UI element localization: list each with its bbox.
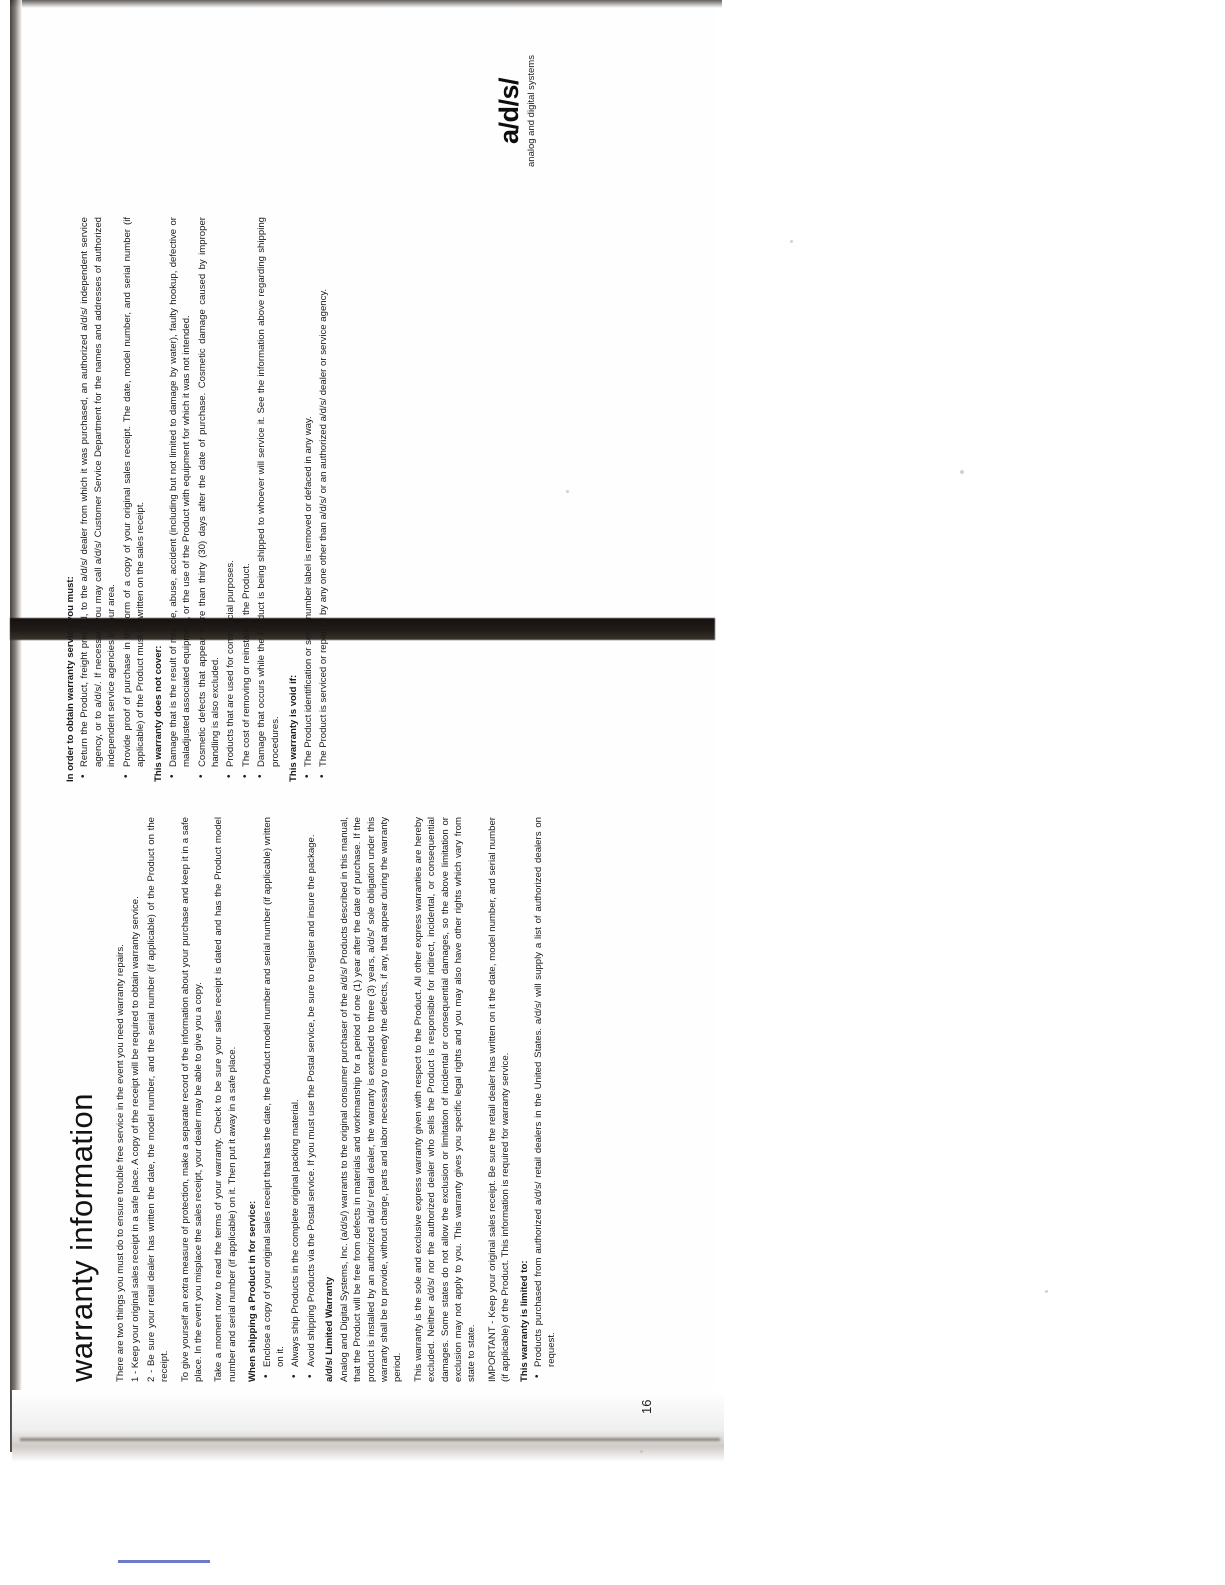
page-title: warranty information	[64, 1093, 99, 1382]
scan-speck	[960, 470, 964, 474]
logo-wordmark: a/d/s/	[494, 77, 524, 145]
scan-bottom-curl	[12, 1390, 724, 1462]
logo-tagline: analog and digital systems	[526, 55, 537, 167]
obtain-service-list	[78, 217, 147, 782]
shipping-list	[261, 817, 319, 1382]
list-item: • Damage that occurs while the Product is being shipped to whoever will service it. See the information above regarding shipping procedures.	[255, 217, 282, 767]
scan-speck	[640, 1450, 643, 1453]
list-item: • The cost of removing or reinstalling the Product.	[240, 217, 253, 767]
not-cover-heading: This warranty does not cover:	[153, 645, 165, 782]
limited-warranty-heading: a/d/s/ Limited Warranty	[324, 1276, 336, 1382]
column-left	[114, 817, 563, 1382]
rotated-page-content	[64, 2, 704, 1414]
exclusive-warranty-body: This warranty is the sole and exclusive express warranty given with respect to the Product. All other express warranties are hereby excluded. Neither a/d/s/ nor the authorized dealer who sells the Product is responsible for indirect, incidental, or consequential damages. Some states do not allow the exclusion or limitation of incidental or consequential damages, so the above limitation or exclusion may not apply to you. This warranty gives you specific legal rights and you may also have other rights which vary from state to state.	[412, 817, 478, 1382]
list-item: • Enclose a copy of your original sales receipt that has the date, the Product model number and serial number (if applicable) written on it.	[261, 817, 288, 1367]
page-number: 16	[639, 1399, 654, 1414]
intro-line-1: There are two things you must do to ensure trouble free service in the event you need warranty repairs.	[115, 944, 126, 1382]
limited-to-list	[532, 817, 559, 1382]
limited-to-heading: This warranty is limited to:	[518, 1260, 530, 1382]
list-item: • Return the Product, freight prepaid, to the a/d/s/ dealer from which it was purchased, an authorized a/d/s/ independent service agency, or to a/d/s/. If necessary you may call a/d/s/ Customer Service Department for the names and addresses of authorized independent service agencies in your area.	[78, 217, 118, 767]
scan-speck	[1045, 1290, 1048, 1293]
shipping-heading: When shipping a Product in for service:	[247, 1200, 259, 1382]
list-item: • Products purchased from authorized a/d/s/ retail dealers in the United States. a/d/s/ will supply a list of authorized dealers on request.	[532, 817, 559, 1367]
list-item: • The Product identification or serial number label is removed or defaced in any way.	[302, 217, 315, 767]
brand-logo	[494, 36, 537, 186]
intro-line-4: To give yourself an extra measure of protection, make a separate record of the information about your purchase and keep it in a safe place. In the event you misplace the sales receipt, your dealer may be able to give you a copy.	[179, 817, 205, 1382]
warranty-page	[64, 42, 684, 1414]
limited-warranty-body: Analog and Digital Systems, Inc. (a/d/s/) warrants to the original consumer purchaser of the a/d/s/ Products described in this manual, that the Product will be free from defects in materials and workmanship for a period of one (1) year after the date of purchase. If the product is installed by an authorized a/d/s/ retail dealer, the warranty is extended to three (3) years, a/d/s/' sole obligation under this warranty shall be to provide, without charge, parts and labor necessary to remedy the defects, if any, that appear during the warranty period.	[338, 817, 404, 1382]
scan-left-shadow	[10, 0, 22, 1452]
intro-line-3: 2 - Be sure your retail dealer has written the date, the model number, and the serial number (if applicable) of the Product on the receipt.	[145, 817, 171, 1382]
intro-line-5: Take a moment now to read the terms of your warranty. Check to be sure your sales receipt is dated and has the Product model number and serial number (if applicable) on it. Then put it away in a safe place.	[213, 817, 238, 1382]
void-list	[302, 217, 331, 782]
list-item: • Damage that is the result of misuse, abuse, accident (including but not limited to damage by water), faulty hookup, defective or maladjusted associated equipment, or the use of the Product with equipment for which it was not intended.	[167, 217, 194, 767]
important-body: IMPORTANT - Keep your original sales receipt. Be sure the retail dealer has written on it the date, model number, and serial number (if applicable) of the Product. This information is required for warranty service.	[486, 817, 512, 1382]
list-item: • Always ship Products in the complete original packing material.	[289, 817, 302, 1367]
column-right	[64, 217, 334, 782]
list-item: • Provide proof of purchase in the form of a copy of your original sales receipt. The date, model number, and serial number (if applicable) of the Product must be written on the sales receipt.	[121, 217, 148, 767]
list-item: • The Product is serviced or repaired by any one other than a/d/s/ or an authorized a/d/s/ dealer or service agency.	[317, 217, 330, 767]
intro-line-2: 1 - Keep your original sales receipt in a safe place. A copy of the receipt will be required to obtain warranty service.	[130, 896, 142, 1382]
void-heading: This warranty is void if:	[288, 674, 300, 782]
scan-speck	[790, 240, 793, 243]
list-item: • Products that are used for commercial purposes.	[224, 217, 237, 767]
scan-blue-pen-mark	[118, 1560, 210, 1563]
not-cover-list	[167, 217, 282, 782]
obtain-service-heading: In order to obtain warranty service you must:	[65, 576, 76, 782]
list-item: • Avoid shipping Products via the Postal service. If you must use the Postal service, be sure to register and insure the package.	[305, 817, 318, 1367]
list-item: • Cosmetic defects that appear more than thirty (30) days after the date of purchase. Cosmetic damage caused by improper handling is also excluded.	[196, 217, 223, 767]
